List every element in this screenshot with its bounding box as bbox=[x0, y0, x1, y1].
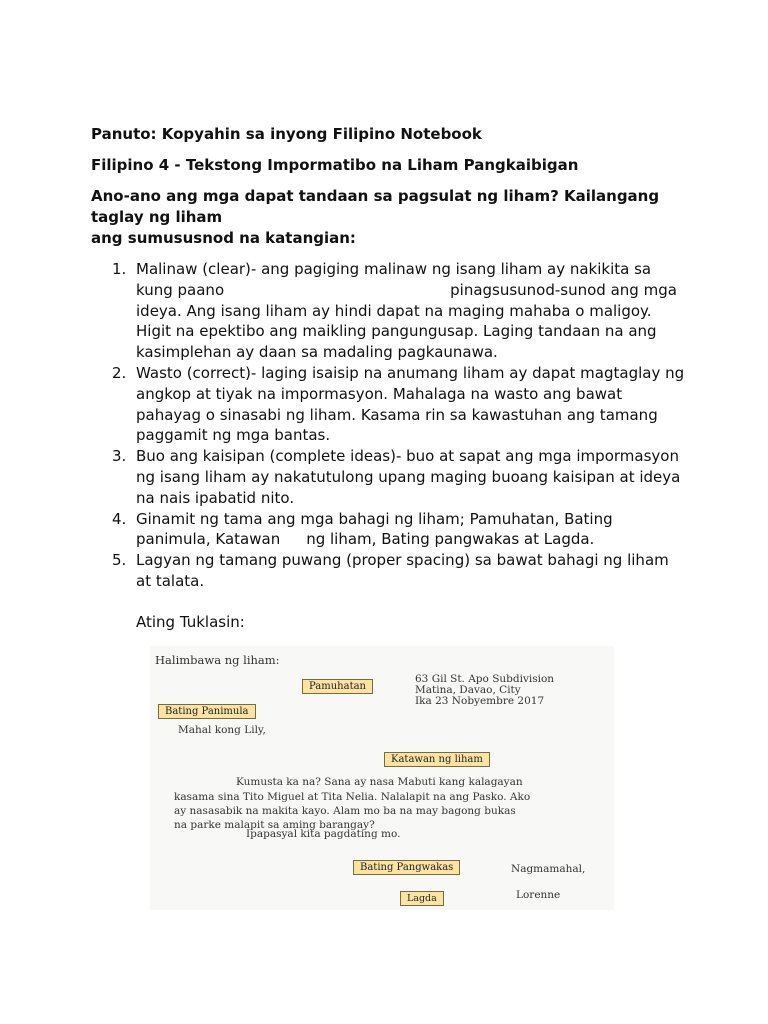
list-item bbox=[108, 446, 688, 508]
address-line: 63 Gil St. Apo Subdivision bbox=[415, 673, 555, 685]
instruction-heading: Panuto: Kopyahin sa inyong Filipino Notebook bbox=[91, 125, 482, 143]
characteristics-list bbox=[108, 259, 688, 592]
list-item bbox=[108, 259, 688, 363]
question-heading bbox=[91, 186, 691, 249]
list-item-text: Buo ang kaisipan (complete ideas)- buo at sapat ang mga impormasyon ng isang liham ay nakatutulong upang maging buoang kaisipan at ideya na nais ipabatid nito. bbox=[136, 447, 681, 507]
letter-example-figure bbox=[150, 646, 614, 910]
list-item bbox=[108, 363, 688, 446]
signature: Lorenne bbox=[516, 889, 561, 901]
question-line-1: Ano-ano ang mga dapat tandaan sa pagsulat ng liham? Kailangang bbox=[91, 187, 660, 205]
question-line-3: ang sumususnod na katangian: bbox=[91, 229, 356, 247]
list-number: 5. bbox=[112, 551, 127, 570]
list-item-text-part-1: Ginamit ng tama ang mga bahagi ng liham; Pamuhatan, Bating panimula, Katawan bbox=[136, 509, 613, 549]
address-line: Matina, Davao, City bbox=[415, 684, 521, 696]
list-number: 1. bbox=[112, 260, 127, 278]
body-line: kasama sina Tito Miguel at Tita Nelia. Nalalapit na ang Pasko. Ako bbox=[174, 791, 531, 803]
tag-lagda: Lagda bbox=[400, 891, 444, 906]
list-item-text: Wasto (correct)- laging isaisip na anumang liham ay dapat magtaglay ng angkop at tiyak na impormasyon. Mahalaga na wasto ang bawat pahayag o sinasabi ng liham. Kasama rin sa kawastuhan ang tamang paggamit ng mga bantas. bbox=[136, 363, 685, 445]
list-item-text-part-1: Malinaw (clear)- ang pagiging malinaw ng isang liham ay nakikita sa kung paano bbox=[136, 260, 652, 299]
section-label: Ating Tuklasin: bbox=[136, 613, 245, 631]
body-line: na parke malapit sa aming barangay? bbox=[174, 819, 375, 831]
list-item-text-part-2: pinagsusunod-sunod ang mga ideya. Ang isang liham ay hindi dapat na maging mahaba o maligoy. Higit na epektibo ang maikling pangungusap. Laging tandaan na ang kasimplehan ay daan sa madaling pagkaunawa. bbox=[136, 280, 677, 362]
list-item bbox=[108, 509, 688, 551]
list-item-text: Lagyan ng tamang puwang (proper spacing) sa bawat bahagi ng liham at talata. bbox=[136, 551, 669, 590]
example-title: Halimbawa ng liham: bbox=[155, 653, 280, 667]
tag-bating-pangwakas: Bating Pangwakas bbox=[353, 860, 460, 875]
list-item bbox=[108, 550, 688, 592]
list-number: 3. bbox=[112, 447, 127, 466]
tag-pamuhatan: Pamuhatan bbox=[302, 679, 373, 694]
body-line: Ipapasyal kita pagdating mo. bbox=[246, 828, 401, 840]
salutation: Mahal kong Lily, bbox=[178, 724, 266, 736]
tag-katawan: Katawan ng liham bbox=[384, 752, 490, 767]
closing: Nagmamahal, bbox=[511, 863, 586, 875]
body-line: Kumusta ka na? Sana ay nasa Mabuti kang kalagayan bbox=[236, 776, 523, 788]
lesson-title: Filipino 4 - Tekstong Impormatibo na Liham Pangkaibigan bbox=[91, 156, 579, 174]
body-line: ay nasasabik na makita kayo. Alam mo ba na may bagong bukas bbox=[174, 805, 516, 817]
list-number: 4. bbox=[112, 509, 127, 528]
tag-bating-panimula: Bating Panimula bbox=[158, 704, 256, 719]
date-line: Ika 23 Nobyembre 2017 bbox=[415, 695, 545, 707]
list-item-text-part-2: ng liham, Bating pangwakas at Lagda. bbox=[306, 530, 595, 549]
question-line-2: taglay ng liham bbox=[91, 208, 223, 226]
list-number: 2. bbox=[112, 363, 127, 382]
